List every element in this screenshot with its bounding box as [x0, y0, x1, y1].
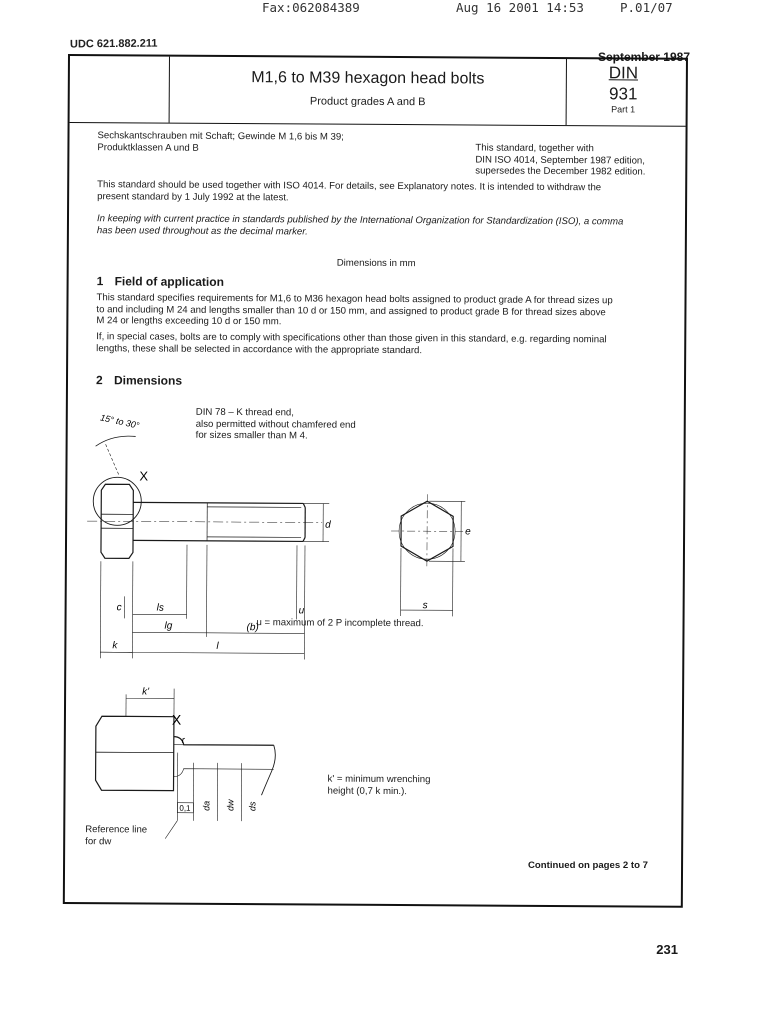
section-2-heading: 2 Dimensions — [95, 373, 183, 388]
document-title: M1,6 to M39 hexagon head bolts — [251, 69, 485, 88]
publication-date: September 1987 — [597, 50, 690, 64]
section-1-heading: 1 Field of application — [96, 274, 224, 289]
supersedes-note: This standard, together with DIN ISO 4014, September 1987 edition, supersedes the December 1982 edition. — [475, 142, 646, 178]
german-title: Sechskantschrauben mit Schaft; Gewinde M 1,6 bis M 39; Produktklassen A und B — [97, 130, 344, 154]
usage-note: This standard should be used together with ISO 4014. For details, see Explanatory notes. It is intended to withdraw the present standard by 1 July 1992 at the latest. — [97, 179, 602, 203]
decimal-marker-note: In keeping with current practice in standards published by the International Organization for Standardization (ISO), a comma has been used throughout as the decimal marker. — [96, 213, 624, 237]
header-divider — [169, 57, 170, 123]
ds-label: ds — [247, 801, 258, 812]
fax-page: P.01/07 — [620, 0, 673, 15]
din-part: Part 1 — [611, 104, 636, 115]
din-number: 931 — [609, 84, 638, 104]
dim-u-label: u — [298, 605, 305, 617]
angle-label: 15° to 30° — [99, 412, 141, 431]
header-row — [70, 56, 686, 127]
dim-d-label: d — [325, 519, 331, 531]
dim-s-label: s — [422, 600, 428, 612]
figure-1-caption: u = maximum of 2 P incomplete thread. — [256, 617, 424, 630]
head-detail-drawing — [65, 652, 682, 856]
detail-x-title: X — [171, 711, 182, 728]
thread-end-note: DIN 78 – K thread end, also permitted without chamfered end for sizes smaller than M 4. — [195, 406, 356, 442]
document-frame — [63, 54, 688, 908]
udc-code: UDC 621.882.211 — [69, 37, 158, 51]
da-label: da — [201, 800, 212, 811]
fax-datetime: Aug 16 2001 14:53 — [456, 0, 584, 15]
k-prime-note: k' = minimum wrenching height (0,7 k min.). — [327, 773, 431, 797]
dim-b-label: (b) — [246, 622, 259, 634]
reference-line-label: Reference line for dw — [85, 824, 148, 847]
dim-lg-label: lg — [164, 620, 173, 632]
dimensions-unit: Dimensions in mm — [336, 257, 416, 270]
dim-k-label: k — [112, 640, 118, 652]
dim-l-label: l — [216, 640, 219, 652]
din-box — [567, 63, 686, 115]
dw-label: dw — [225, 799, 236, 812]
fax-number: Fax:062084389 — [262, 0, 360, 15]
page-number: 231 — [656, 942, 678, 957]
detail-x-mark: X — [139, 468, 149, 484]
section-1-paragraph-2: If, in special cases, bolts are to comply with specifications other than those given in this standard, e.g. regarding nominal lengths, these shall be selected in accordance with the appropriate standard. — [96, 331, 607, 356]
dim-e-label: e — [465, 526, 471, 538]
document-subtitle: Product grades A and B — [309, 95, 426, 109]
tolerance-label: 0,1 — [179, 803, 191, 813]
continued-note: Continued on pages 2 to 7 — [528, 860, 648, 871]
dim-ls-label: ls — [156, 602, 164, 614]
dim-c-label: c — [116, 602, 122, 614]
r-label: r — [181, 734, 185, 745]
bolt-side-view-drawing — [66, 396, 683, 652]
k-prime-label: k' — [142, 686, 150, 698]
din-word: DIN — [608, 63, 639, 83]
section-1-paragraph-1: This standard specifies requirements for M1,6 to M36 hexagon head bolts assigned to product grade A for thread sizes up to and including M 24 and lengths smaller than 10 d or 150 mm, and assigned to product grade B for thread sizes above M 24 or lengths exceeding 10 d or 150 mm. — [96, 292, 613, 328]
